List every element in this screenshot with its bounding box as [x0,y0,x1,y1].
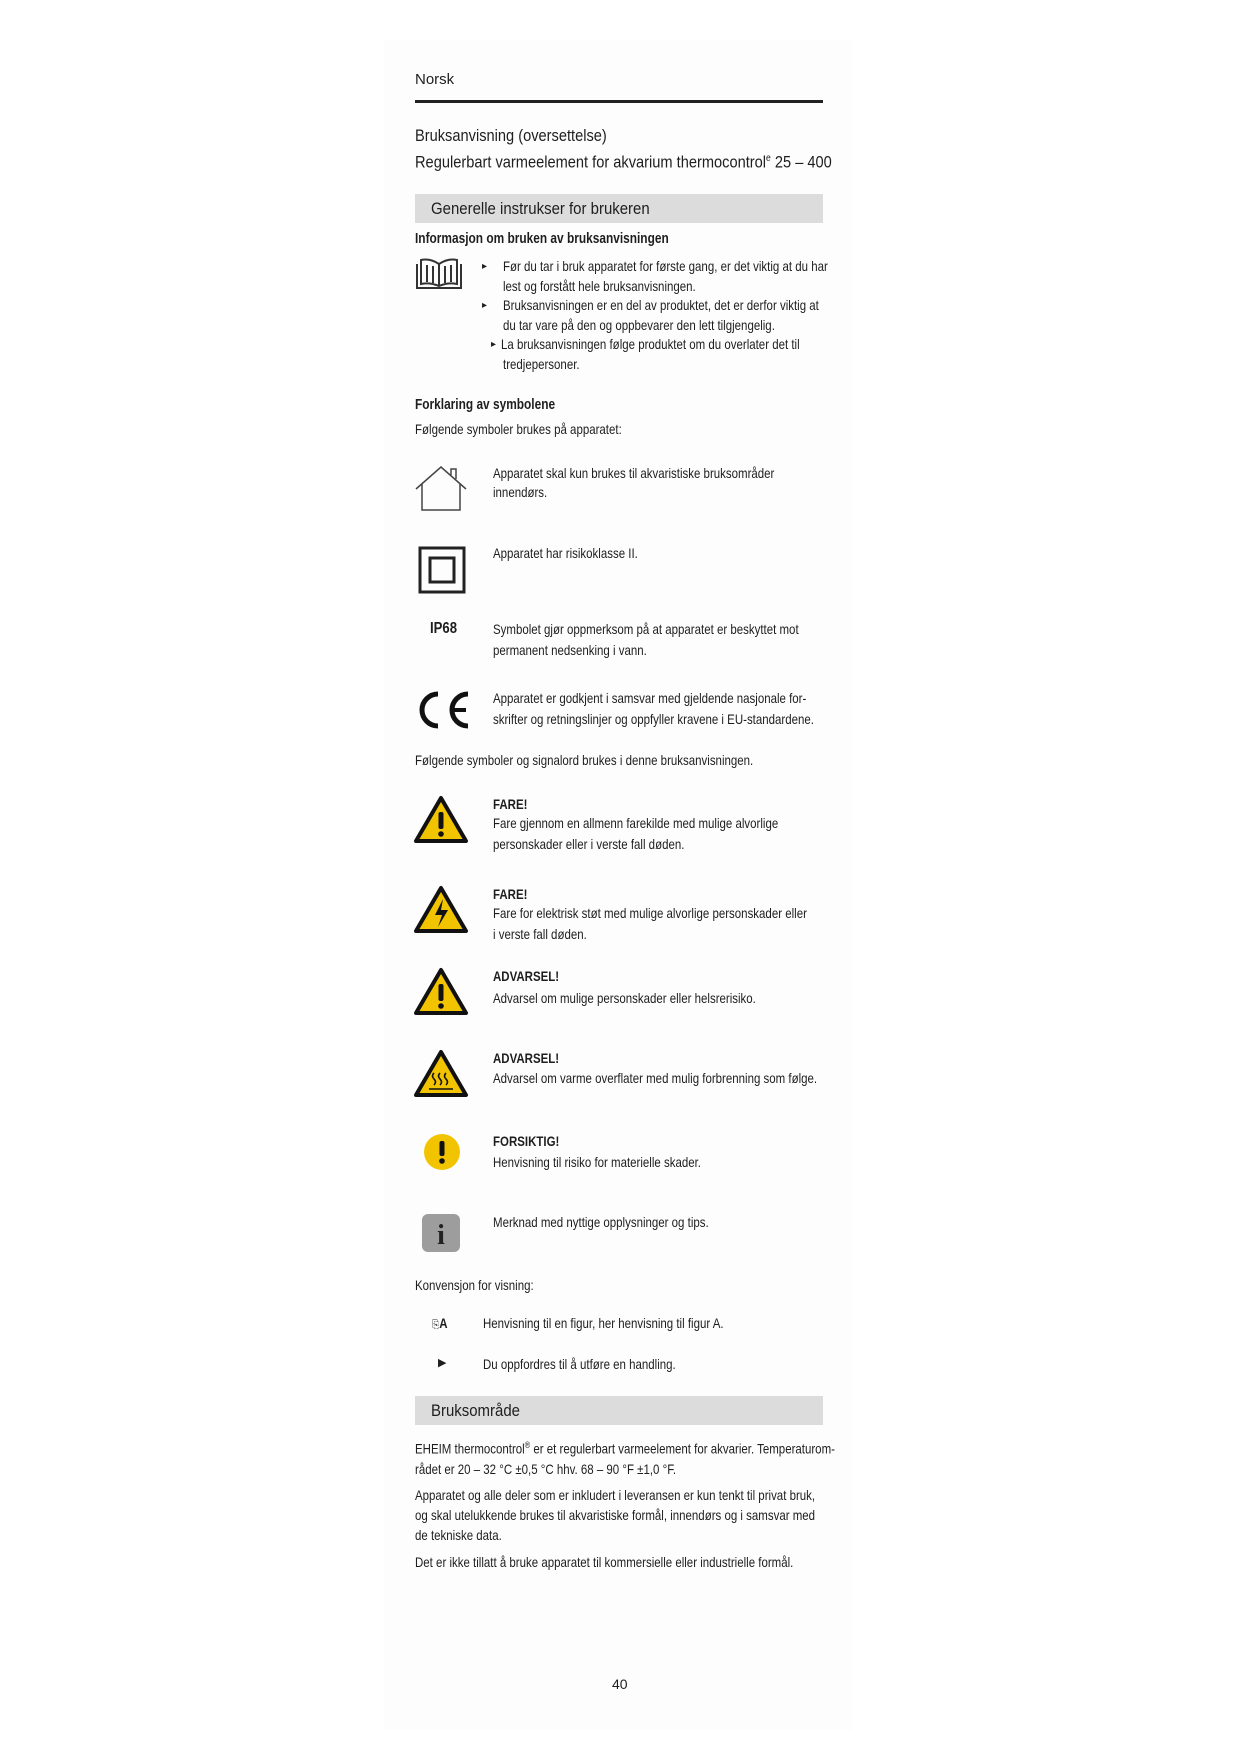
usage-paragraph-1: EHEIM thermocontrol® er et regulerbart varmeelement for akvarier. Temperaturom- rådet er 20 – 32 °C ±0,5 °C hhv. 68 – 90 °F ±1,0 °F. [415,1440,835,1477]
warning-exclamation-icon [413,795,469,845]
convention-description: Du oppfordres til å utføre en handling. [483,1356,676,1372]
symbols-intro: Følgende symboler brukes på apparatet: [415,421,622,437]
signal-description: Advarsel om varme overflater med mulig forbrenning som følge. [493,1070,818,1086]
signal-description: Advarsel om mulige personskader eller helsrerisiko. [493,990,756,1006]
bullet-text: tredjepersoner. [503,356,580,372]
signal-description: personskader eller i verste fall døden. [493,836,685,852]
symbol-description: Apparatet skal kun brukes til akvaristiske bruksområder [493,465,775,481]
signal-word: FARE! [493,796,528,812]
section-heading-usage: Bruksområde [415,1396,823,1425]
symbol-description: innendørs. [493,484,548,500]
section-heading-general: Generelle instrukser for brukeren [415,194,823,223]
signal-description: i verste fall døden. [493,926,587,942]
title-line-2: Regulerbart varmeelement for akvarium thermocontrol$^e$ 25 – 400 [415,152,832,172]
signal-description: Merknad med nyttige opplysninger og tips. [493,1214,709,1230]
manual-book-icon [413,256,465,292]
symbol-description: Apparatet er godkjent i samsvar med gjeldende nasjonale for- [493,690,807,706]
page-number: 40 [612,1676,628,1692]
usage-paragraph-2: Apparatet og alle deler som er inkludert i leveransen er kun tenkt til privat bruk, og skal utelukkende brukes til akvaristiske formål, innendørs og i samsvar med de tekniske data. [415,1487,816,1543]
bullet-text: La bruksanvisningen følge produktet om du overlater det til [501,336,800,352]
ce-mark-icon [414,690,472,730]
convention-description: Henvisning til en figur, her henvisning til figur A. [483,1315,724,1331]
bullet-arrow-icon: ▸ [491,339,497,350]
signal-word: FORSIKTIG! [493,1133,560,1149]
bullet-text: Før du tar i bruk apparatet for første gang, er det viktig at du har [503,258,828,274]
symbol-description: skrifter og retningslinjer og oppfyller kravene i EU-standardene. [493,711,814,727]
bullet-text: lest og forstått hele bruksanvisningen. [503,278,696,294]
info-heading: Informasjon om bruken av bruksanvisningen [415,231,669,247]
figure-reference-icon: ⎘A [432,1315,448,1331]
ip68-label: IP68 [430,620,457,637]
symbols-heading: Forklaring av symbolene [415,397,556,413]
language-label: Norsk [415,71,455,88]
signal-word: FARE! [493,886,528,902]
caution-circle-icon [422,1132,462,1172]
signal-word: ADVARSEL! [493,1050,560,1066]
svg-text:i: i [437,1220,445,1251]
action-arrow-icon: ▶ [438,1357,447,1369]
header-rule [415,100,823,103]
bullet-text: Bruksanvisningen er en del av produktet, det er derfor viktig at [503,297,819,313]
protection-class-ii-icon [418,546,466,594]
signal-intro: Følgende symboler og signalord brukes i denne bruksanvisningen. [415,752,754,768]
bullet-text: du tar vare på den og oppbevarer den lett tilgjengelig. [503,317,775,333]
symbol-description: Symbolet gjør oppmerksom på at apparatet er beskyttet mot [493,621,799,637]
electric-shock-warning-icon [413,885,469,935]
signal-description: Henvisning til risiko for materielle skader. [493,1154,701,1170]
bullet-arrow-icon: ▸ [482,300,488,311]
symbol-description: permanent nedsenking i vann. [493,642,647,658]
symbol-description: Apparatet har risikoklasse II. [493,545,638,561]
usage-paragraph-3: Det er ikke tillatt å bruke apparatet til kommersielle eller industrielle formål. [415,1554,794,1570]
signal-description: Fare gjennom en allmenn farekilde med mulige alvorlige [493,815,779,831]
house-icon [414,463,468,513]
document-title [415,124,832,174]
signal-word: ADVARSEL! [493,968,560,984]
bullet-arrow-icon: ▸ [482,261,488,272]
title-line-1: Bruksanvisning (oversettelse) [415,126,607,145]
signal-description: Fare for elektrisk støt med mulige alvorlige personskader eller [493,905,807,921]
warning-exclamation-icon [413,967,469,1017]
hot-surface-warning-icon [413,1049,469,1099]
convention-heading: Konvensjon for visning: [415,1277,534,1293]
info-icon [421,1213,461,1253]
